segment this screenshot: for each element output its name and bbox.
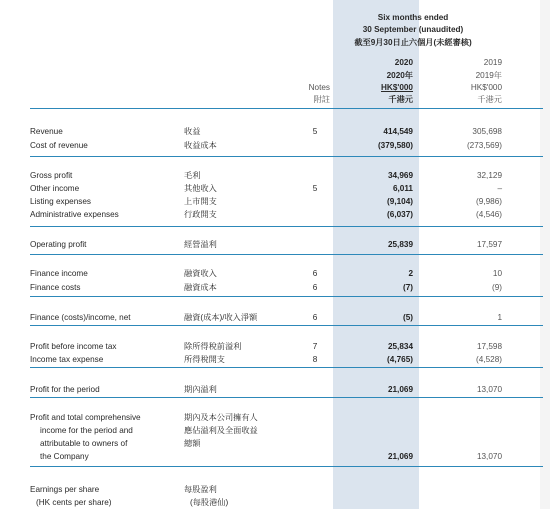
divider-5 — [30, 325, 543, 326]
row-label-cn: 總額 — [184, 439, 201, 448]
value-2020: 21,069 — [387, 385, 413, 394]
value-2020: 414,549 — [383, 127, 413, 136]
row-label-cn: 期內及本公司擁有人 — [184, 413, 258, 422]
row-label-en: Other income — [30, 184, 80, 193]
divider-6 — [30, 367, 543, 368]
row-label-en: Cost of revenue — [30, 141, 88, 150]
value-2019: 13,070 — [476, 452, 502, 461]
period-heading: Six months ended — [377, 13, 449, 22]
value-2019: 17,598 — [476, 342, 502, 351]
value-2019: 305,698 — [472, 127, 502, 136]
row-label-cn: 收益 — [184, 127, 201, 136]
row-label-en: Gross profit — [30, 171, 73, 180]
row-label-en: (HK cents per share) — [36, 498, 112, 507]
row-label-en: Profit for the period — [30, 385, 100, 394]
value-2019: (9) — [491, 283, 502, 292]
row-label-en: the Company — [40, 452, 89, 461]
header-divider — [30, 108, 543, 109]
value-2020: 34,969 — [387, 171, 413, 180]
notes-header: Notes — [308, 83, 330, 92]
value-2019: 13,070 — [476, 385, 502, 394]
note-ref: 6 — [312, 313, 318, 322]
unit-2019: HK$'000 — [470, 83, 502, 92]
row-label-en: Operating profit — [30, 240, 87, 249]
notes-header-cn: 附註 — [313, 95, 330, 104]
period-heading-2: 30 September (unaudited) — [362, 25, 464, 34]
row-label-en: Earnings per share — [30, 485, 100, 494]
note-ref: 6 — [312, 283, 318, 292]
row-label-en: Finance (costs)/income, net — [30, 313, 131, 322]
row-label-cn: 應佔溢利及全面收益 — [184, 426, 258, 435]
row-label-en: income for the period and — [40, 426, 133, 435]
value-2019: – — [497, 184, 502, 193]
value-2020: (4,765) — [387, 355, 413, 364]
row-label-cn: 經營溢利 — [184, 240, 217, 249]
unit-2020: HK$'000 — [381, 83, 413, 92]
row-label-en: attributable to owners of — [40, 439, 128, 448]
value-2019: 32,129 — [476, 171, 502, 180]
row-label-cn: (每股港仙) — [190, 498, 229, 507]
row-label-cn: 其他收入 — [184, 184, 217, 193]
value-2020: (9,104) — [387, 197, 413, 206]
value-2019: 1 — [497, 313, 502, 322]
year-2019-cn: 2019年 — [475, 71, 502, 80]
row-label-cn: 收益成本 — [184, 141, 217, 150]
row-label-en: Listing expenses — [30, 197, 91, 206]
value-2019: (4,528) — [476, 355, 502, 364]
row-label-cn: 融資(成本)/收入淨額 — [184, 313, 258, 322]
row-label-cn: 毛利 — [184, 171, 201, 180]
divider-3 — [30, 254, 543, 255]
unit-2020-cn: 千港元 — [388, 95, 413, 104]
value-2020: 2 — [408, 269, 413, 278]
row-label-en: Income tax expense — [30, 355, 104, 364]
value-2020: 6,011 — [392, 184, 413, 193]
period-heading-cn: 截至9月30日止六個月(未經審核) — [354, 38, 472, 47]
value-2019: (4,546) — [476, 210, 502, 219]
row-label-cn: 除所得稅前溢利 — [184, 342, 242, 351]
divider-2 — [30, 226, 543, 227]
value-2019: 17,597 — [476, 240, 502, 249]
year-2019: 2019 — [483, 58, 502, 67]
value-2019: (273,569) — [466, 141, 502, 150]
row-label-cn: 每股盈利 — [184, 485, 217, 494]
value-2019: (9,986) — [476, 197, 502, 206]
divider-7 — [30, 397, 543, 398]
note-ref: 8 — [312, 355, 318, 364]
divider-1 — [30, 156, 543, 157]
value-2020: (5) — [402, 313, 413, 322]
row-label-cn: 上市開支 — [184, 197, 217, 206]
note-ref: 7 — [312, 342, 318, 351]
value-2020: 21,069 — [387, 452, 413, 461]
note-ref: 5 — [312, 127, 318, 136]
row-label-en: Profit and total comprehensive — [30, 413, 141, 422]
row-label-cn: 所得稅開支 — [184, 355, 225, 364]
value-2020: (6,037) — [387, 210, 413, 219]
row-label-cn: 期內溢利 — [184, 385, 217, 394]
year-2020-cn: 2020年 — [386, 71, 413, 80]
value-2020: (379,580) — [377, 141, 413, 150]
row-label-en: Finance costs — [30, 283, 81, 292]
note-ref: 5 — [312, 184, 318, 193]
divider-4 — [30, 296, 543, 297]
value-2020: 25,839 — [387, 240, 413, 249]
row-label-cn: 融資收入 — [184, 269, 217, 278]
row-label-en: Finance income — [30, 269, 88, 278]
divider-8 — [30, 466, 543, 467]
unit-2019-cn: 千港元 — [477, 95, 502, 104]
row-label-cn: 行政開支 — [184, 210, 217, 219]
value-2020: 25,834 — [387, 342, 413, 351]
note-ref: 6 — [312, 269, 318, 278]
year-2020: 2020 — [394, 58, 413, 67]
row-label-cn: 融資成本 — [184, 283, 217, 292]
row-label-en: Profit before income tax — [30, 342, 117, 351]
row-label-en: Revenue — [30, 127, 63, 136]
value-2019: 10 — [492, 269, 502, 278]
value-2020: (7) — [402, 283, 413, 292]
row-label-en: Administrative expenses — [30, 210, 119, 219]
